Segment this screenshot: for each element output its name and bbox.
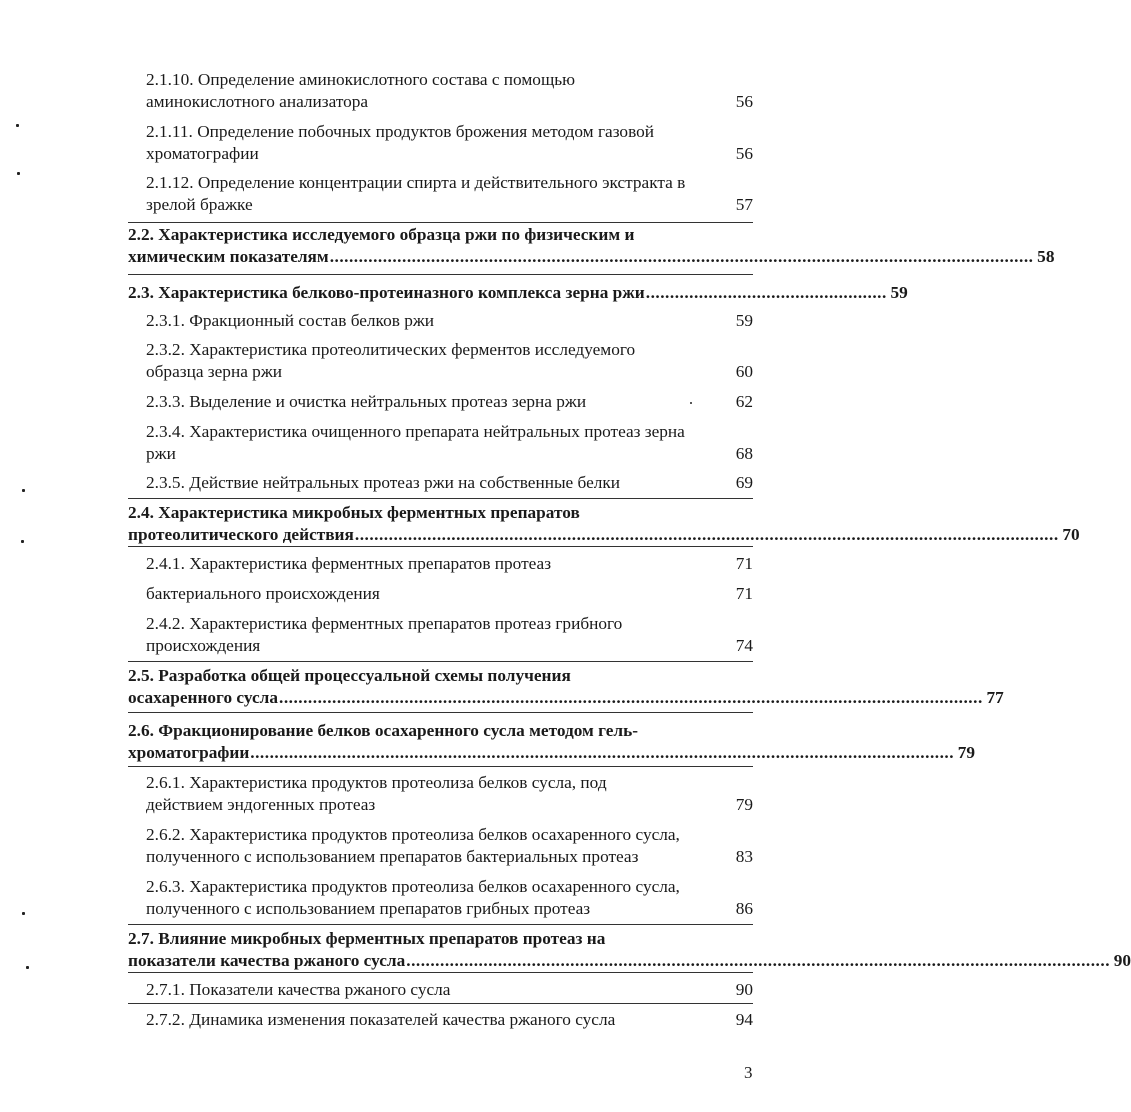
toc-entry (146, 876, 753, 920)
toc-section (128, 282, 908, 304)
toc-page-number: 57 (735, 195, 753, 214)
toc-section-text: химическим показателям (128, 247, 329, 266)
dot-leader: .................................................. (645, 283, 887, 302)
dot-leader: .................................................................................................................................................. (279, 688, 983, 707)
toc-page-number: 68 (735, 444, 753, 463)
toc-entry (146, 69, 753, 113)
scan-speck (22, 912, 25, 915)
toc-entry (146, 772, 753, 816)
divider (128, 1003, 753, 1004)
toc-entry (146, 553, 753, 575)
toc-page-number: 62 (735, 392, 753, 411)
toc-section (128, 928, 1131, 972)
toc-entry (146, 824, 753, 868)
toc-entry (146, 310, 753, 332)
toc-entry-text: действием эндогенных протеаз (146, 795, 376, 814)
toc-page-number: 56 (735, 144, 753, 163)
toc-entry (146, 613, 753, 657)
toc-section-text: 2.5. Разработка общей процессуальной схемы получения (128, 666, 571, 685)
toc-page-number: 71 (735, 584, 753, 603)
scan-speck (16, 124, 19, 127)
toc-section-text: 2.3. Характеристика белково-протеиназного комплекса зерна ржи (128, 283, 645, 302)
toc-entry-text: 2.4.2. Характеристика ферментных препаратов протеаз грибного (146, 614, 623, 633)
toc-page-number: 79 (735, 795, 753, 814)
toc-entry-text: полученного с использованием препаратов бактериальных протеаз (146, 847, 639, 866)
toc-page-number: 86 (735, 899, 753, 918)
scan-speck (17, 172, 20, 175)
divider (128, 766, 753, 767)
toc-entry (146, 1009, 753, 1031)
toc-section-text: протеолитического действия (128, 525, 354, 544)
toc-section-text: 2.7. Влияние микробных ферментных препаратов протеаз на (128, 929, 606, 948)
toc-page-number: 59 (890, 283, 908, 302)
toc-section (128, 502, 1080, 546)
toc-entry-text: 2.3.5. Действие нейтральных протеаз ржи на собственные белки (146, 473, 621, 492)
toc-entry-text: ржи (146, 444, 176, 463)
toc-page-number: 77 (986, 688, 1004, 707)
dot-leader: .................................................................................................................................................. (406, 951, 1111, 970)
toc-entry-text: 2.1.12. Определение концентрации спирта и действительного экстракта в (146, 173, 686, 192)
toc-entry (146, 472, 753, 494)
toc-entry-text: 2.3.1. Фракционный состав белков ржи (146, 311, 435, 330)
toc-entry-text: образца зерна ржи (146, 362, 283, 381)
toc-entry-text: 2.3.3. Выделение и очистка нейтральных протеаз зерна ржи (146, 392, 587, 411)
toc-page-number: 79 (957, 743, 976, 762)
toc-page-number: 83 (735, 847, 753, 866)
divider (128, 712, 753, 713)
toc-entry-text: 2.4.1. Характеристика ферментных препаратов протеаз (146, 554, 552, 573)
toc-entry-text: 2.6.2. Характеристика продуктов протеолиза белков осахаренного сусла, (146, 825, 680, 844)
toc-entry-text: хроматографии (146, 144, 259, 163)
toc-page-number: 69 (735, 473, 753, 492)
toc-entry-text: 2.3.2. Характеристика протеолитических ферментов исследуемого (146, 340, 636, 359)
divider (128, 661, 753, 662)
toc-section (128, 720, 976, 764)
toc-entry-text: зрелой бражке (146, 195, 253, 214)
toc-entry-text: 2.7.1. Показатели качества ржаного сусла (146, 980, 451, 999)
toc-entry-text: 2.6.3. Характеристика продуктов протеолиза белков осахаренного сусла, (146, 877, 680, 896)
toc-entry (146, 172, 753, 216)
toc-entry-text: бактериального происхождения (146, 584, 380, 603)
toc-section-text: 2.2. Характеристика исследуемого образца ржи по физическим и (128, 225, 635, 244)
toc-entry (146, 121, 753, 165)
divider (128, 498, 753, 499)
divider (128, 972, 753, 973)
toc-entry (146, 979, 753, 1001)
toc-page-number: 74 (735, 636, 753, 655)
dot-leader: .................................................................................................................................................. (329, 247, 1034, 266)
toc-page-number: 59 (735, 311, 753, 330)
toc-entry-text: происхождения (146, 636, 261, 655)
toc-entry-text: аминокислотного анализатора (146, 92, 369, 111)
toc-section-text: осахаренного сусла (128, 688, 278, 707)
toc-page-number: 70 (1062, 525, 1080, 544)
toc-section-text: показатели качества ржаного сусла (128, 951, 406, 970)
divider (128, 924, 753, 925)
toc-section (128, 224, 1055, 268)
toc-section (128, 665, 1004, 709)
toc-page-number: 56 (735, 92, 753, 111)
toc-page-number: 90 (735, 980, 753, 999)
toc-entry-text: 2.3.4. Характеристика очищенного препарата нейтральных протеаз зерна (146, 422, 685, 441)
toc-page-number: 71 (735, 554, 753, 573)
toc-entry-text: 2.1.10. Определение аминокислотного состава с помощью (146, 70, 576, 89)
toc-entry (146, 391, 753, 413)
scan-speck (22, 489, 25, 492)
toc-entry (146, 583, 753, 605)
toc-page-number: 60 (735, 362, 753, 381)
toc-page-number: 94 (735, 1010, 753, 1029)
divider (128, 222, 753, 223)
scan-speck (21, 540, 24, 543)
divider (128, 274, 753, 275)
toc-section-text: хроматографии (128, 743, 250, 762)
divider (128, 546, 753, 547)
page-number: 3 (744, 1063, 753, 1082)
toc-section-text: 2.6. Фракционирование белков осахаренного сусла методом гель- (128, 721, 639, 740)
toc-entry (146, 421, 753, 465)
toc-page-number: 90 (1113, 951, 1131, 970)
toc-entry-text: 2.6.1. Характеристика продуктов протеолиза белков сусла, под (146, 773, 607, 792)
toc-entry-text: полученного с использованием препаратов грибных протеаз (146, 899, 591, 918)
toc-entry-text: 2.7.2. Динамика изменения показателей качества ржаного сусла (146, 1010, 616, 1029)
dot-leader: .................................................................................................................................................. (354, 525, 1059, 544)
toc-section-text: 2.4. Характеристика микробных ферментных препаратов (128, 503, 580, 522)
toc-entry-text: 2.1.11. Определение побочных продуктов брожения методом газовой (146, 122, 654, 141)
scan-speck (690, 402, 692, 404)
toc-entry (146, 339, 753, 383)
dot-leader: .................................................................................................................................................. (250, 743, 955, 762)
scan-speck (26, 966, 29, 969)
toc-page-number: 58 (1037, 247, 1055, 266)
